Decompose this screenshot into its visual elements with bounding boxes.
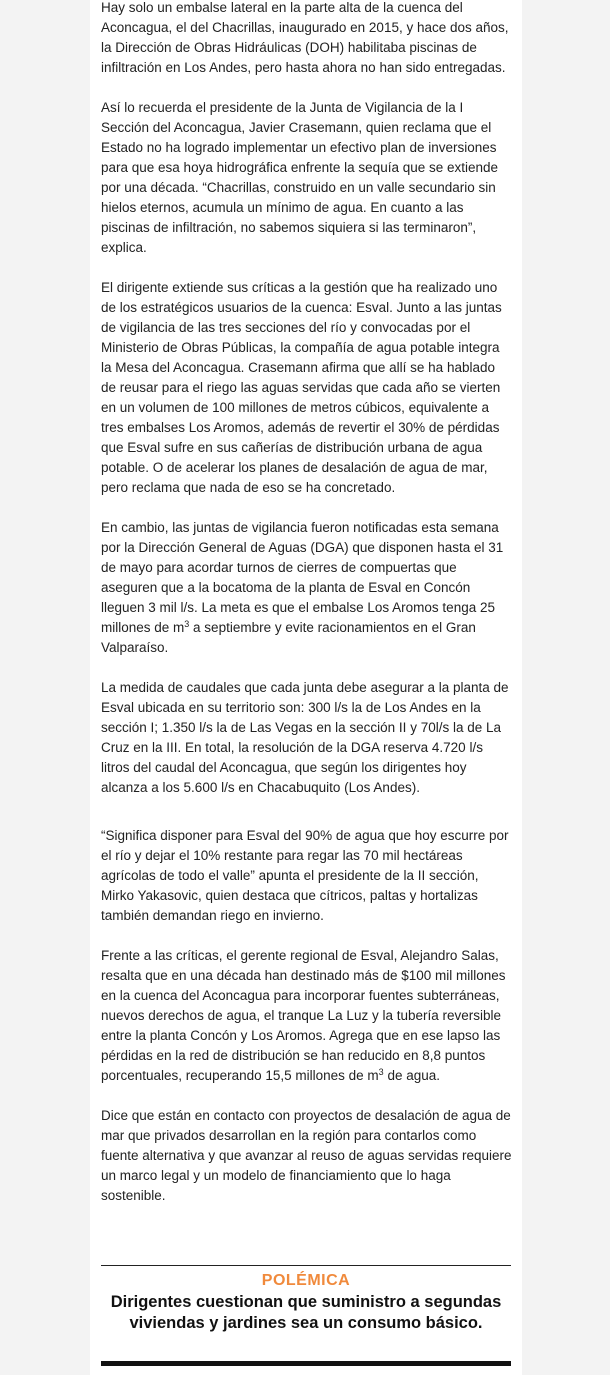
superscript-cubic: 3	[378, 1067, 384, 1077]
sidebar-top-rule	[101, 1265, 511, 1266]
paragraph-4-text-b: a septiembre y evite racionamientos en el Gran Valparaíso.	[101, 620, 476, 655]
paragraph-7-text-b: de agua.	[383, 1068, 440, 1083]
paragraph-1: Hay solo un embalse lateral en la parte alta de la cuenca del Aconcagua, el del Chacrillas, inaugurado en 2015, y hace dos años, la Dirección de Obras Hidráulicas (DOH) habilitaba piscinas de infiltración en Los Andes, pero hasta ahora no han sido entregadas.	[101, 0, 509, 75]
paragraph-6: “Significa disponer para Esval del 90% de agua que hoy escurre por el río y dejar el 10% restante para regar las 70 mil hectáreas agrícolas de todo el valle” apunta el presidente de la II sección, Mirko Yakasovic, quien destaca que cítricos, paltas y hortalizas también demandan riego en invierno.	[101, 828, 509, 923]
paragraph-4	[101, 518, 513, 658]
paragraph-3: El dirigente extiende sus críticas a la gestión que ha realizado uno de los estratégicos usuarios de la cuenca: Esval. Junto a las juntas de vigilancia de las tres secciones del río y convocadas por el Ministerio de Obras Públicas, la compañía de agua potable integra la Mesa del Aconcagua. Crasemann afirma que allí se ha hablado de reusar para el riego las aguas servidas que cada año se vierten en un volumen de 100 millones de metros cúbicos, equivalente a tres embalses Los Aromos, además de revertir el 30% de pérdidas que Esval sufre en sus cañerías de distribución urbana de agua potable. O de acelerar los planes de desalación de agua de mar, pero reclama que nada de eso se ha concretado.	[101, 280, 502, 495]
page-column	[90, 0, 522, 1375]
paragraph-7	[101, 946, 513, 1086]
sidebar-box	[101, 1271, 511, 1334]
paragraph-4-text-a: En cambio, las juntas de vigilancia fueron notificadas esta semana por la Dirección General de Aguas (DGA) que disponen hasta el 31 de mayo para acordar turnos de cierres de compuertas que aseguren que a la bocatoma de la planta de Esval en Concón lleguen 3 mil l/s. La meta es que el embalse Los Aromos tenga 25 millones de m	[101, 520, 504, 635]
paragraph-7-text-a: Frente a las críticas, el gerente regional de Esval, Alejandro Salas, resalta que en una década han destinado más de $100 mil millones en la cuenca del Aconcagua para incorporar fuentes subterráneas, nuevos derechos de agua, el tranque La Luz y la tubería reversible entre la planta Concón y Los Aromos. Agrega que en ese lapso las pérdidas en la red de distribución se han reducido en 8,8 puntos porcentuales, recuperando 15,5 millones de m	[101, 948, 506, 1083]
paragraph-2: Así lo recuerda el presidente de la Junta de Vigilancia de la I Sección del Aconcagua, Javier Crasemann, quien reclama que el Estado no ha logrado implementar un efectivo plan de inversiones para que esa hoya hidrográfica enfrente la sequía que se extiende por una década. “Chacrillas, construido en un valle secundario sin hielos eternos, acumula un mínimo de agua. En cuanto a las piscinas de infiltración, no sabemos siquiera si las terminaron”, explica.	[101, 100, 499, 255]
sidebar-headline: Dirigentes cuestionan que suministro a segundas viviendas y jardines sea un consumo básico.	[110, 1293, 502, 1332]
superscript-cubic: 3	[184, 619, 190, 629]
sidebar-kicker: POLÉMICA	[261, 1272, 351, 1289]
sidebar-bottom-rule	[101, 1361, 511, 1366]
paragraph-5: La medida de caudales que cada junta debe asegurar a la planta de Esval ubicada en su territorio son: 300 l/s la de Los Andes en la sección I; 1.350 l/s la de Las Vegas en la sección II y 70l/s la de La Cruz en la III. En total, la resolución de la DGA reserva 4.720 l/s litros del caudal del Aconcagua, que según los dirigentes hoy alcanza a los 5.600 l/s en Chacabuquito (Los Andes).	[101, 680, 509, 795]
article-body	[101, 0, 513, 1226]
paragraph-8: Dice que están en contacto con proyectos de desalación de agua de mar que privados desarrollan en la región para contarlos como fuente alternativa y que avanzar al reuso de aguas servidas requiere un marco legal y un modelo de financiamiento que lo haga sostenible.	[101, 1108, 512, 1203]
